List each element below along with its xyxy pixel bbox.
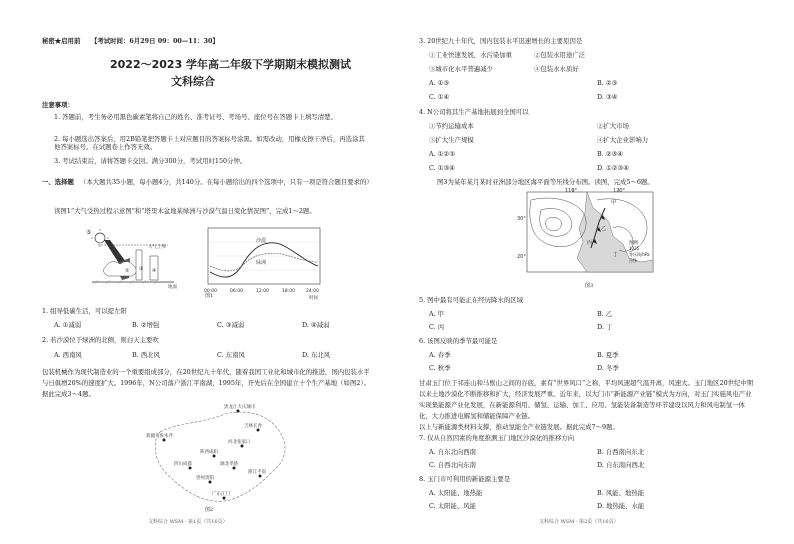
- intro-q7-9: 甘肃玉门位于祁连山和马鬃山之间的谷底，素有“世界风口”之称，平均风速超气温开离，风速大。玉门地区20世纪中期以来土地沙漠化不断推移和扩大，经济发展严重。近年来，以大门市“新能源产业链”模式为方向，对玉门实施风电产业实现集能源产业化发展，在新能源利用、储氢、运输、加工、应用、氢能装备制造等环节建设以风力和风电制氢一体化，大力推进电解氢和储能保障产业链。: [419, 379, 754, 420]
- fig3-legend-isobar: 等压线/hPa: [629, 252, 650, 257]
- q3-item-4: ④包装水水质好: [534, 65, 579, 73]
- note-2: 2. 每小题选出答案后，用2B铅笔把答题卡上对应题目的答案标号涂黑。如需改动，用橡皮擦干净后，再选涂其他答案标号。在试题卷上作答无效。: [54, 135, 365, 151]
- q6-stem: 6. 该图反映的季节最可能是: [419, 337, 498, 345]
- q7-option-d: D. 自东南向西北: [597, 461, 645, 469]
- section-desc: （本大题共35小题，每小题4分，共140分。在每小题给出的四个选项中，只有一项是符合题目要求的）: [80, 178, 373, 186]
- q8-option-d: D. 地热能、水能: [597, 502, 645, 510]
- fig3-lon-2: 120°: [613, 188, 626, 194]
- fig2-place-1: 黑龙江大庆城市: [224, 405, 256, 410]
- fig2-place-4: 河北张家口: [228, 440, 251, 445]
- notes-title: 注意事项：: [42, 101, 74, 109]
- fig1-xtick-4: 18:00: [282, 289, 295, 294]
- fig1-xtick-1: 00:00: [204, 289, 217, 294]
- q2-stem: 2. 若沙漠位于绿洲的北侧，则白天主要吹: [42, 336, 159, 344]
- q7-stem: 7. 仅从自然因素的角度推测玉门地区沙漠化的推移方向: [419, 434, 575, 442]
- q7-option-a: A. 自东北向西南: [429, 448, 477, 456]
- fig3-place-jia: 甲: [611, 200, 617, 206]
- q5-option-b: B. 乙: [597, 310, 613, 318]
- q4-option-b: B. ②③④: [597, 150, 623, 158]
- note-3: 3. 考试结束后，请将答题卡交回。满分300分，考试用时150分钟。: [54, 157, 247, 165]
- page-title: 2022～2023 学年高二年级下学期期末模拟测试: [110, 58, 352, 71]
- fig1-xtick-2: 06:00: [230, 289, 243, 294]
- q4-item-3: ③扩大生产规模: [429, 136, 474, 144]
- fig3-legend-value: 1025: [629, 246, 640, 251]
- figure-2: [140, 402, 300, 512]
- q8-option-b: B. 风能、地热能: [597, 489, 645, 497]
- q8-option-c: C. 太阳能、风能: [429, 502, 477, 510]
- fig2-place-10: 广东江门: [212, 492, 230, 497]
- fig1-label-2: ②: [125, 268, 130, 274]
- note-1: 1. 答题前，考生务必用黑色碳素笔将自己的姓名、准考证号、考场号、座位号在答题卡上填写清楚。: [54, 113, 337, 121]
- q8-stem: 8. 玉门市可利用的新能源主要是: [419, 475, 511, 483]
- fig3-legend-front: 冷锋: [629, 258, 637, 263]
- fig3-lat-2: 20°: [517, 254, 526, 260]
- q3-item-1: ①工业快速发展，水污染加重: [429, 51, 513, 59]
- fig3-legend-title: 图例: [629, 241, 638, 246]
- q4-item-4: ④扩大企业影响力: [597, 136, 649, 144]
- q3-option-d: D. ③④: [597, 93, 618, 101]
- q1-option-b: B. ②增强: [132, 321, 160, 329]
- fig1-curve-oasis: 绿洲: [256, 260, 267, 266]
- left-footer: 文科综合 WSM · 第1页（共16页）: [148, 519, 228, 525]
- intro-q7-9-cont: 以上与新能源类材料支撑，推动氢能全产业链发展。据此完成7～9题。: [419, 423, 619, 431]
- q4-option-c: C. ①③④: [429, 164, 455, 172]
- fig1-xtick-3: 12:00: [256, 289, 269, 294]
- q3-option-c: C. ①④: [429, 93, 450, 101]
- q1-stem: 1. 组导低碳生活，可以提左阳: [42, 307, 127, 315]
- q3-item-2: ②包装水用途广泛: [534, 51, 586, 59]
- section-title: 一、选择题: [42, 178, 74, 186]
- q4-stem: 4. N公司将其生产基地拓展到全国可以: [419, 108, 529, 116]
- q5-stem: 5. 图中最有可能正在经历降水的区域: [419, 296, 523, 304]
- fig2-place-6: 四川成都: [174, 462, 192, 467]
- q5-option-a: A. 甲: [429, 310, 445, 318]
- exam-time: 【考试时间：6月29日 09：00—11：30】: [91, 37, 219, 45]
- q2-option-a: A. 西南风: [54, 351, 82, 359]
- fig1-sun-label: ⑤: [86, 229, 92, 236]
- q1-option-c: C. ③减弱: [217, 321, 245, 329]
- exam-confidential-tag: 秘密★启用前: [42, 37, 81, 45]
- q5-option-d: D. 丁: [597, 323, 613, 331]
- q7-option-c: C. 自西北向东南: [429, 461, 477, 469]
- q2-option-d: D. 东北风: [302, 351, 331, 359]
- intro-q3-4: 包装机械作为现代制造业的一个重要组成部分，在20世纪九十年代，随着我国工业化和城市化的推进，国内包装水平与日俱增20%的速度扩大。1996年，N公司落户浙江平南湖，1995年，开先后在全国建立十个生产基地（如图2）。据此完成3～4题。: [42, 368, 370, 398]
- q4-option-d: D. ①②③④: [597, 164, 629, 172]
- fig2-place-7: 湖北孝感: [220, 462, 238, 467]
- right-page: [397, 0, 794, 544]
- q3-stem: 3. 20世纪九十年代，国内包装水平迅速增长的主要原因是: [419, 37, 583, 45]
- q6-option-d: D. 冬季: [597, 364, 619, 372]
- fig3-lat-1: 30°: [517, 216, 526, 222]
- q6-option-c: C. 秋季: [429, 364, 451, 372]
- q4-item-2: ②扩大市场: [597, 122, 629, 130]
- fig1-atmos-top: 大气上界: [148, 245, 166, 250]
- figure-1: [84, 222, 334, 302]
- q3-option-a: A. ①③: [429, 79, 450, 87]
- fig1-curve-desert: 沙漠: [256, 238, 267, 244]
- intro-q1-2: 读图1“大气受热过程示意图”和“塔里木盆地某绿洲与沙漠气温日变化情况图”，完成1～2题。: [54, 207, 316, 215]
- fig1-xunit: 时间: [309, 296, 318, 301]
- q3-option-b: B. ②③: [597, 79, 618, 87]
- q2-option-b: B. 西北风: [132, 351, 160, 359]
- fig3-place-bing: 丙: [587, 240, 593, 246]
- q8-option-a: A. 太阳能、地热能: [429, 489, 483, 497]
- fig3-caption: 图3: [585, 283, 594, 289]
- fig2-place-9: 贵州贵阳: [196, 476, 214, 481]
- fig3-place-ding: 丁: [613, 252, 619, 258]
- q2-option-c: C. 东南风: [217, 351, 245, 359]
- fig1-label-1: ①: [113, 250, 118, 256]
- q6-option-b: B. 夏季: [597, 351, 619, 359]
- page-subtitle: 文科综合: [171, 75, 215, 88]
- q4-item-1: ①节约运输成本: [429, 122, 474, 130]
- fig1-caption: 图1: [205, 293, 214, 299]
- intro-q5-6: 图3为某年某月某时亚洲部分地区海平面等压线分布图。读图，完成5～6题。: [437, 178, 654, 186]
- fig1-label-3: ③: [139, 266, 144, 272]
- q4-option-a: A. ①②③: [429, 150, 455, 158]
- q1-option-a: A. ①减弱: [54, 321, 82, 329]
- q3-item-3: ③城市化水平普遍减少: [429, 65, 493, 73]
- fig1-label-4: ④: [152, 268, 157, 274]
- fig3-lon-1: 110°: [565, 188, 578, 194]
- figure-3: [517, 188, 667, 280]
- q1-option-d: D. ④减弱: [302, 321, 330, 329]
- q5-option-c: C. 丙: [429, 323, 445, 331]
- q6-option-a: A. 春季: [429, 351, 451, 359]
- fig1-ground: 地面: [168, 285, 177, 290]
- fig2-place-8: 浙江平南: [248, 470, 266, 475]
- fig1-xtick-5: 24:00: [306, 289, 319, 294]
- fig2-place-3: 新疆乌鲁木齐: [146, 434, 173, 439]
- fig2-place-2: 吉林长春: [244, 424, 262, 429]
- right-footer: 文科综合 WSM · 第2页（共16页）: [539, 519, 619, 525]
- fig3-place-yi: 乙: [601, 226, 607, 232]
- q7-option-b: B. 自西南向东北: [597, 448, 645, 456]
- fig2-place-5: 陕西咸阳: [200, 450, 218, 455]
- fig2-caption: 图2: [205, 507, 214, 513]
